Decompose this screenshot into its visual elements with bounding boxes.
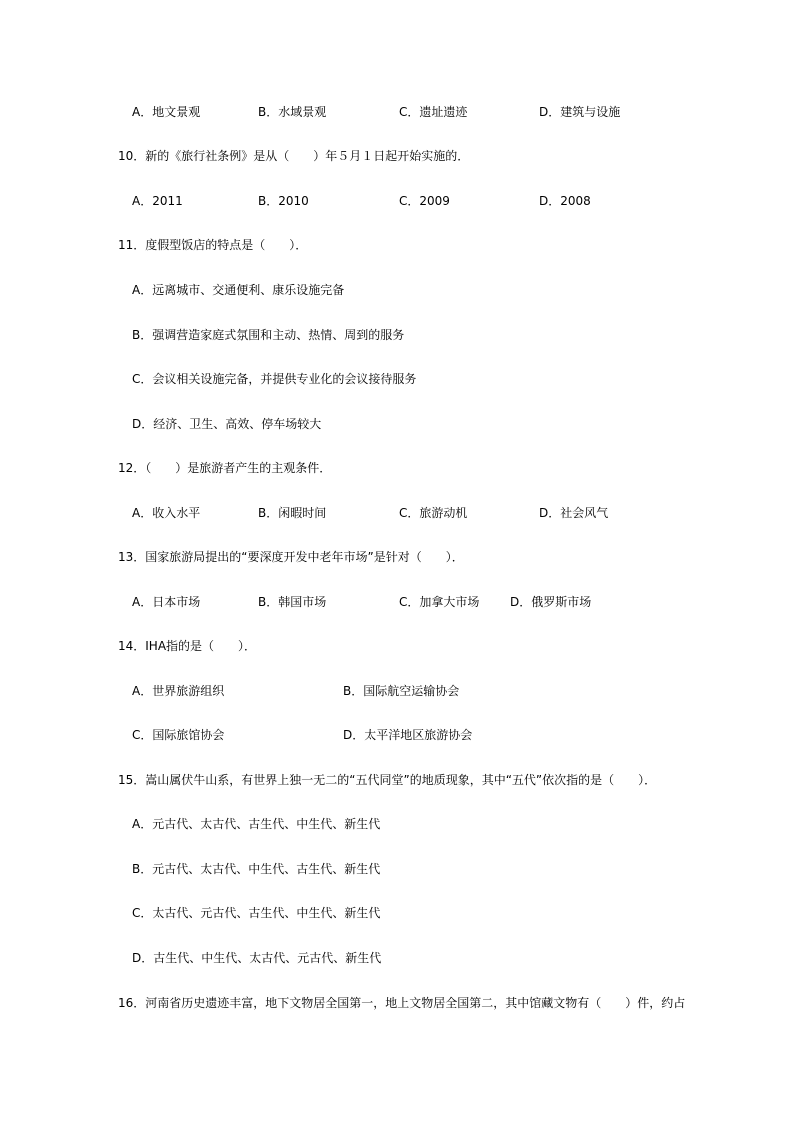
q14-option-c: C．国际旅馆协会 — [132, 728, 225, 742]
q13-stem: 13．国家旅游局提出的“要深度开发中老年市场”是针对（ ）． — [118, 550, 464, 564]
q13-option-a: A．日本市场 — [132, 595, 201, 609]
q10-stem: 10．新的《旅行社条例》是从（ ）年５月１日起开始实施的． — [118, 149, 470, 163]
q15-option-a: A．元古代、太古代、古生代、中生代、新生代 — [132, 817, 381, 831]
q13-option-b: B．韩国市场 — [258, 595, 327, 609]
q13-option-c: C．加拿大市场 — [399, 595, 480, 609]
q9-option-d: D．建筑与设施 — [539, 105, 621, 119]
q11-stem: 11．度假型饭店的特点是（ ）． — [118, 238, 308, 252]
q11-option-c: C．会议相关设施完备，并提供专业化的会议接待服务 — [132, 372, 417, 386]
q11-option-d: D．经济、卫生、高效、停车场较大 — [132, 417, 322, 431]
q11-option-a: A．远离城市、交通便利、康乐设施完备 — [132, 283, 345, 297]
q12-option-d: D．社会风气 — [539, 506, 609, 520]
q14-option-a: A．世界旅游组织 — [132, 684, 225, 698]
q15-stem: 15．嵩山属伏牛山系，有世界上独一无二的“五代同堂”的地质现象，其中“五代”依次指的是（ ）． — [118, 773, 657, 787]
q12-stem: 12．（ ）是旅游者产生的主观条件． — [118, 461, 332, 475]
q16-stem: 16．河南省历史遗迹丰富，地下文物居全国第一，地上文物居全国第二，其中馆藏文物有（ ）件，约占 — [118, 996, 686, 1010]
q9-option-c: C．遗址遗迹 — [399, 105, 468, 119]
q10-option-d: D．2008 — [539, 194, 591, 208]
q9-option-a: A．地文景观 — [132, 105, 201, 119]
q12-option-a: A．收入水平 — [132, 506, 201, 520]
q15-option-b: B．元古代、太古代、中生代、古生代、新生代 — [132, 862, 381, 876]
q14-stem: 14．IHA指的是（ ）． — [118, 639, 257, 653]
q13-option-d: D．俄罗斯市场 — [510, 595, 592, 609]
q14-option-b: B．国际航空运输协会 — [343, 684, 460, 698]
q10-option-b: B．2010 — [258, 194, 309, 208]
q10-option-a: A．2011 — [132, 194, 183, 208]
q15-option-d: D．古生代、中生代、太古代、元古代、新生代 — [132, 951, 382, 965]
q12-option-b: B．闲暇时间 — [258, 506, 327, 520]
q14-option-d: D．太平洋地区旅游协会 — [343, 728, 473, 742]
q11-option-b: B．强调营造家庭式氛围和主动、热情、周到的服务 — [132, 328, 405, 342]
q9-option-b: B．水域景观 — [258, 105, 327, 119]
q15-option-c: C．太古代、元古代、古生代、中生代、新生代 — [132, 906, 381, 920]
q12-option-c: C．旅游动机 — [399, 506, 468, 520]
q10-option-c: C．2009 — [399, 194, 450, 208]
